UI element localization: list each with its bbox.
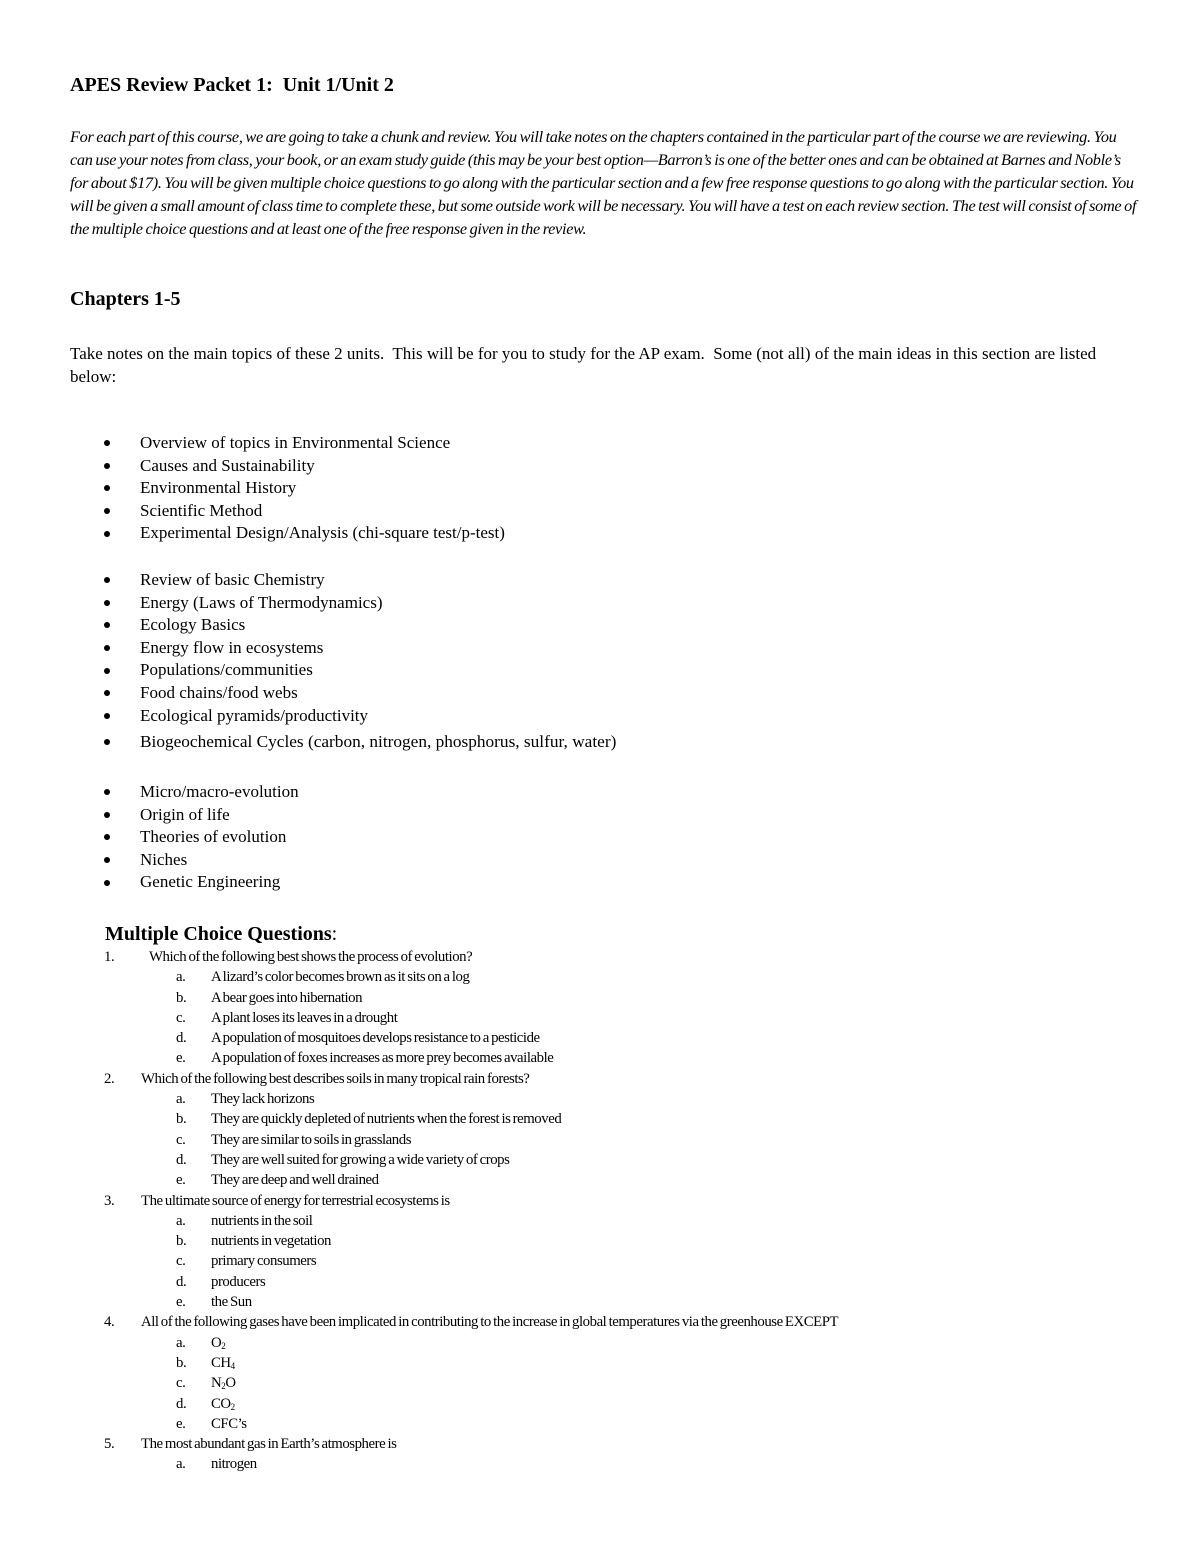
option-text: A bear goes into hibernation <box>211 989 363 1006</box>
answer-option <box>0 1251 1200 1271</box>
answer-option <box>0 1008 1200 1028</box>
formula-base: N <box>211 1375 222 1392</box>
option-text: CFC’s <box>211 1415 247 1432</box>
option-letter: b. <box>176 1111 187 1128</box>
answer-option <box>0 1048 1200 1068</box>
option-letter: c. <box>176 1131 186 1148</box>
topic-label: Overview of topics in Environmental Science <box>140 433 451 452</box>
bullet-icon <box>104 577 110 583</box>
topic-label: Energy flow in ecosystems <box>140 637 324 657</box>
question-list <box>0 947 1200 1475</box>
answer-option <box>0 1170 1200 1190</box>
formula-subscript: 2 <box>221 1340 226 1351</box>
formula-subscript: 2 <box>230 1401 235 1412</box>
answer-option <box>0 1028 1200 1048</box>
option-letter: c. <box>176 1253 186 1270</box>
answer-option <box>0 1211 1200 1231</box>
option-text: They are similar to soils in grasslands <box>211 1131 412 1148</box>
answer-option <box>0 1414 1200 1434</box>
option-text: the Sun <box>211 1294 252 1311</box>
option-text: nutrients in the soil <box>211 1212 313 1229</box>
mc-heading-text: Multiple Choice Questions <box>105 923 332 945</box>
bullet-icon <box>104 857 110 863</box>
topic-label: Energy (Laws of Thermodynamics) <box>140 592 383 612</box>
option-text: They lack horizons <box>211 1091 315 1108</box>
option-text <box>211 1333 225 1353</box>
topic-label: Origin of life <box>140 804 230 824</box>
question-number: 4. <box>104 1314 115 1331</box>
notes-instructions: Take notes on the main topics of these 2 units. This will be for you to study for the AP exam. Some (not all) of the main ideas in this section are listed below: <box>70 344 1101 386</box>
answer-option <box>0 988 1200 1008</box>
topic-label: Experimental Design/Analysis (chi-square test/p-test) <box>140 523 505 543</box>
option-text: A population of mosquitoes develops resistance to a pesticide <box>211 1030 540 1047</box>
question-number: 2. <box>104 1070 115 1087</box>
option-letter: e. <box>176 1172 186 1189</box>
answer-option <box>0 1272 1200 1292</box>
option-text: A population of foxes increases as more prey becomes available <box>211 1050 554 1067</box>
bullet-icon <box>104 600 110 606</box>
topic-item <box>104 826 299 849</box>
topic-item <box>104 659 616 682</box>
formula-rest: O <box>225 1375 236 1392</box>
option-text: They are deep and well drained <box>211 1172 379 1189</box>
topic-item <box>104 569 616 592</box>
option-letter: a. <box>176 1212 186 1229</box>
topic-item <box>104 477 505 500</box>
topic-item <box>104 637 616 660</box>
mc-heading-colon: : <box>331 923 338 945</box>
topic-label: Genetic Engineering <box>140 872 281 892</box>
bullet-icon <box>104 622 110 628</box>
question-text: The most abundant gas in Earth’s atmosphere is <box>141 1436 397 1453</box>
topic-item <box>104 500 505 523</box>
answer-option <box>0 1130 1200 1150</box>
option-text: A plant loses its leaves in a drought <box>211 1009 398 1026</box>
bullet-icon <box>104 668 110 674</box>
bullet-icon <box>104 463 110 469</box>
option-text: nutrients in vegetation <box>211 1233 331 1250</box>
intro-paragraph: For each part of this course, we are going to take a chunk and review. You will take notes on the chapters contained in the particular part of the course we are reviewing. You can use your notes from class, your book, or an exam study guide (this may be your best option—Barron’s is one of the better ones and can be obtained at Barnes and Noble’s for about $17). You will be given multiple choice questions to go along with the particular section and a few free response questions to go along with the particular section. You will be given a small amount of class time to complete these, but some outside work will be necessary. You will have a test on each review section. The test will consist of some of the multiple choice questions and at least one of the free response given in the review. <box>70 127 1137 238</box>
question <box>0 1312 1200 1332</box>
bullet-icon <box>104 713 110 719</box>
topic-label: Populations/communities <box>140 660 313 680</box>
answer-option <box>0 1089 1200 1109</box>
bullet-icon <box>104 508 110 514</box>
answer-option <box>0 1231 1200 1251</box>
formula-subscript: 2 <box>221 1381 226 1392</box>
topic-item <box>104 871 299 894</box>
formula-base: CO <box>211 1395 231 1412</box>
option-text: A lizard’s color becomes brown as it sits on a log <box>211 969 470 986</box>
bullet-icon <box>104 440 110 446</box>
option-text <box>211 1373 236 1393</box>
question <box>0 947 1200 967</box>
option-text: They are well suited for growing a wide variety of crops <box>211 1151 510 1168</box>
answer-option <box>0 1373 1200 1393</box>
question-text: Which of the following best describes soils in many tropical rain forests? <box>141 1070 530 1087</box>
option-letter: a. <box>176 1334 186 1351</box>
topic-item <box>104 614 616 637</box>
option-letter: d. <box>176 1151 187 1168</box>
topic-label: Review of basic Chemistry <box>140 570 325 589</box>
topic-label: Causes and Sustainability <box>140 455 315 475</box>
mc-heading <box>105 923 337 946</box>
question <box>0 1434 1200 1454</box>
topic-item <box>104 727 616 757</box>
option-letter: e. <box>176 1415 186 1432</box>
option-letter: c. <box>176 1009 186 1026</box>
option-text: producers <box>211 1273 266 1290</box>
formula-subscript: 4 <box>230 1360 235 1371</box>
option-letter: b. <box>176 1354 187 1371</box>
answer-option <box>0 1394 1200 1414</box>
document-title: APES Review Packet 1: Unit 1/Unit 2 <box>70 74 394 96</box>
topic-label: Biogeochemical Cycles (carbon, nitrogen, phosphorus, sulfur, water) <box>140 732 617 752</box>
answer-option <box>0 1292 1200 1312</box>
topic-list-group-3 <box>104 781 299 894</box>
answer-option <box>0 1109 1200 1129</box>
option-letter: a. <box>176 1456 186 1473</box>
topic-label: Ecological pyramids/productivity <box>140 705 369 725</box>
topic-item <box>104 522 505 545</box>
question-text: All of the following gases have been implicated in contributing to the increase in global temperatures via the greenhouse EXCEPT <box>141 1314 839 1331</box>
topic-label: Theories of evolution <box>140 827 287 847</box>
question-text: Which of the following best shows the process of evolution? <box>149 949 473 965</box>
section-heading: Chapters 1-5 <box>70 288 181 310</box>
bullet-icon <box>104 789 110 795</box>
topic-item <box>104 592 616 615</box>
bullet-icon <box>104 880 110 886</box>
topic-label: Food chains/food webs <box>140 682 298 702</box>
topic-label: Environmental History <box>140 478 297 498</box>
bullet-icon <box>104 812 110 818</box>
option-letter: d. <box>176 1273 187 1290</box>
bullet-icon <box>104 645 110 651</box>
option-letter: a. <box>176 969 186 986</box>
bullet-icon <box>104 485 110 491</box>
answer-option <box>0 967 1200 987</box>
option-letter: a. <box>176 1091 186 1108</box>
option-letter: d. <box>176 1030 187 1047</box>
question-text: The ultimate source of energy for terrestrial ecosystems is <box>141 1192 450 1209</box>
option-text <box>211 1394 235 1414</box>
option-text <box>211 1353 235 1373</box>
topic-list-group-2 <box>104 569 616 757</box>
answer-option <box>0 1333 1200 1353</box>
topic-item <box>104 455 505 478</box>
question-number: 1. <box>104 949 115 965</box>
option-letter: e. <box>176 1294 186 1311</box>
topic-list-group-1 <box>104 432 505 545</box>
option-text: They are quickly depleted of nutrients when the forest is removed <box>211 1111 562 1128</box>
topic-label: Niches <box>140 849 188 869</box>
topic-item <box>104 849 299 872</box>
question <box>0 1191 1200 1211</box>
bullet-icon <box>104 531 110 537</box>
answer-option <box>0 1150 1200 1170</box>
topic-item <box>104 804 299 827</box>
option-letter: b. <box>176 1233 187 1250</box>
option-letter: d. <box>176 1395 187 1412</box>
bullet-icon <box>104 739 110 745</box>
bullet-icon <box>104 834 110 840</box>
question <box>0 1069 1200 1089</box>
topic-item <box>104 705 616 728</box>
formula-base: O <box>211 1334 222 1351</box>
option-letter: e. <box>176 1050 186 1067</box>
topic-item <box>104 781 299 804</box>
option-text: nitrogen <box>211 1456 257 1473</box>
answer-option <box>0 1454 1200 1474</box>
topic-label: Scientific Method <box>140 500 263 520</box>
option-letter: b. <box>176 989 187 1006</box>
topic-item <box>104 682 616 705</box>
question-number: 3. <box>104 1192 115 1209</box>
bullet-icon <box>104 690 110 696</box>
answer-option <box>0 1353 1200 1373</box>
topic-label: Micro/macro-evolution <box>140 782 299 801</box>
option-letter: c. <box>176 1375 186 1392</box>
option-text: primary consumers <box>211 1253 317 1270</box>
topic-item <box>104 432 505 455</box>
formula-base: CH <box>211 1354 231 1371</box>
topic-label: Ecology Basics <box>140 615 246 635</box>
question-number: 5. <box>104 1436 115 1453</box>
